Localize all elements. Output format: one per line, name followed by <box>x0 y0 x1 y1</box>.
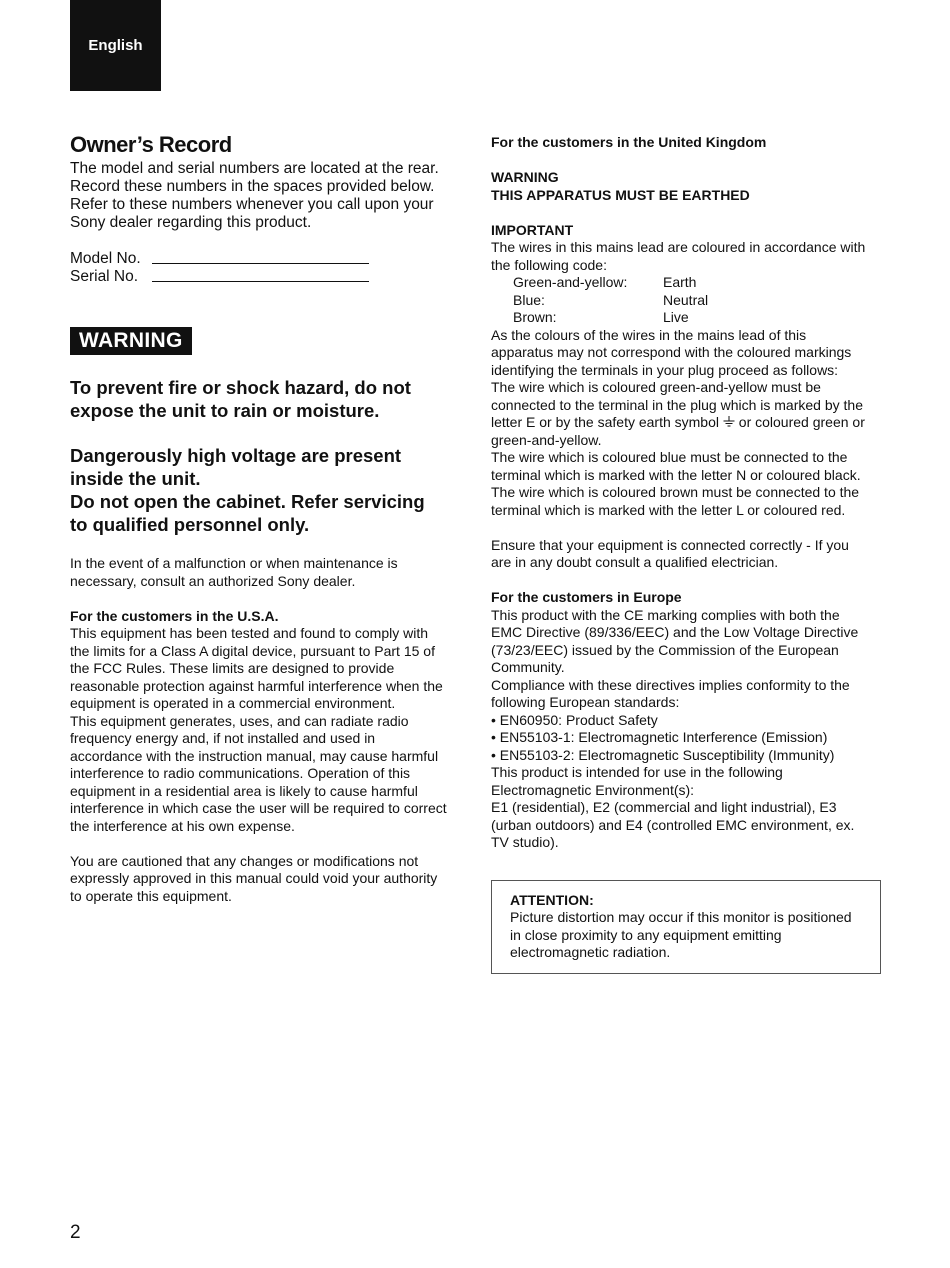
text-line: reasonable protection against harmful interference when the <box>70 677 443 694</box>
warning-line: expose the unit to rain or moisture. <box>70 400 380 421</box>
malfunction-notice <box>70 555 462 905</box>
high-voltage-warning <box>70 444 462 536</box>
page-number: 2 <box>70 1222 81 1243</box>
text-line: following European standards: <box>491 694 680 710</box>
serial-number-field[interactable] <box>70 268 462 286</box>
text-line: This equipment has been tested and found to comply with <box>70 625 428 641</box>
earth-ground-icon <box>723 416 735 428</box>
wire-meaning: Neutral <box>663 291 709 308</box>
text-line: (73/23/EEC) issued by the Commission of the European <box>491 641 839 658</box>
text-line: connected to the terminal in the plug which is marked by the <box>491 396 863 413</box>
text-line: the FCC Rules. These limits are designed to provide <box>70 660 395 676</box>
text-line: EMC Directive (89/336/EEC) and the Low Voltage Directive <box>491 624 859 640</box>
text-line: terminal which is marked with the letter L or coloured red. <box>491 501 846 518</box>
warning-line: Dangerously high voltage are present <box>70 445 402 466</box>
wire-color-table <box>513 274 883 327</box>
model-number-label: Model No. <box>70 250 141 267</box>
text-line: are in any doubt consult a qualified electrician. <box>491 554 779 570</box>
text-line: the limits for a Class A digital device, pursuant to Part 15 of <box>70 642 435 659</box>
text-line: frequency energy and, if not installed and used in <box>70 730 376 746</box>
warning-line: To prevent fire or shock hazard, do not <box>70 377 411 398</box>
important-title: IMPORTANT <box>491 221 574 238</box>
text-line: • EN55103-2: Electromagnetic Susceptibility (Immunity) <box>491 746 835 763</box>
text-line: This equipment generates, uses, and can radiate radio <box>70 712 409 729</box>
text-line: As the colours of the wires in the mains lead of this <box>491 326 807 343</box>
text-line: • EN55103-1: Electromagnetic Interference (Emission) <box>491 729 828 745</box>
text-line: (urban outdoors) and E4 (controlled EMC environment, ex. <box>491 816 855 833</box>
text-line: green-and-yellow. <box>491 431 602 448</box>
text-line: equipment is operated in a commercial environment. <box>70 695 396 711</box>
fire-shock-warning <box>70 376 462 422</box>
text-line: The wire which is coloured green-and-yellow must be <box>491 379 821 395</box>
text-line: interference in which case the user will be required to correct <box>70 800 447 816</box>
attention-body <box>510 909 861 962</box>
wire-meaning: Live <box>663 309 689 325</box>
wire-row <box>513 274 883 292</box>
uk-warning-title: WARNING <box>491 169 559 185</box>
warning-line: inside the unit. <box>70 468 201 489</box>
left-column <box>70 132 462 905</box>
serial-number-label: Serial No. <box>70 268 139 285</box>
text-line: interference to radio communications. Operation of this <box>70 765 411 781</box>
owners-record-title: Owner’s Record <box>70 132 232 157</box>
language-label: English <box>88 37 143 54</box>
text-line: necessary, consult an authorized Sony dealer. <box>70 572 356 589</box>
europe-section-title: For the customers in Europe <box>491 589 682 605</box>
owners-record-intro <box>70 160 462 232</box>
text-line: in close proximity to any equipment emitting <box>510 926 782 943</box>
text-line: the following code: <box>491 256 607 273</box>
text-line: The wire which is coloured blue must be connected to the <box>491 449 848 465</box>
text-fragment: or coloured green or <box>734 414 865 430</box>
text-line: TV studio). <box>491 834 559 850</box>
wire-meaning: Earth <box>663 274 697 290</box>
text-line: the interference at his own expense. <box>70 817 295 834</box>
text-line: The wires in this mains lead are coloured in accordance with <box>491 239 866 255</box>
right-column <box>491 134 883 852</box>
text-line: In the event of a malfunction or when maintenance is <box>70 555 398 571</box>
text-line: Picture distortion may occur if this monitor is positioned <box>510 909 852 925</box>
text-line: Electromagnetic Environment(s): <box>491 781 695 798</box>
text-line: Ensure that your equipment is connected correctly - If you <box>491 536 849 553</box>
attention-title: ATTENTION: <box>510 892 594 908</box>
intro-line: The model and serial numbers are located at the rear. <box>70 160 439 177</box>
warning-line: to qualified personnel only. <box>70 514 310 535</box>
text-line: Compliance with these directives implies conformity to the <box>491 676 850 693</box>
model-number-field[interactable] <box>70 250 462 268</box>
text-line: accordance with the instruction manual, may cause harmful <box>70 747 439 764</box>
intro-line: Record these numbers in the spaces provided below. <box>70 178 435 195</box>
text-line: equipment in a residential area is likely to cause harmful <box>70 782 418 799</box>
uk-warning-text: THIS APPARATUS MUST BE EARTHED <box>491 186 750 203</box>
text-line: This product is intended for use in the following <box>491 764 783 780</box>
attention-box <box>491 880 881 974</box>
text-line: to operate this equipment. <box>70 887 232 904</box>
text-line: You are cautioned that any changes or modifications not <box>70 852 419 869</box>
text-line: electromagnetic radiation. <box>510 944 671 960</box>
text-line: This product with the CE marking complies with both the <box>491 606 840 623</box>
language-tab <box>70 0 161 91</box>
text-line: E1 (residential), E2 (commercial and light industrial), E3 <box>491 799 837 815</box>
wire-color: Green-and-yellow: <box>513 274 628 290</box>
intro-line: Sony dealer regarding this product. <box>70 214 312 231</box>
wire-row <box>513 309 883 327</box>
wire-row <box>513 292 883 310</box>
model-number-blank[interactable] <box>152 251 369 264</box>
warning-badge: WARNING <box>70 327 192 355</box>
text-line: Community. <box>491 659 565 675</box>
text-line: terminal which is marked with the letter N or coloured black. <box>491 466 861 483</box>
usa-section-title: For the customers in the U.S.A. <box>70 607 279 624</box>
text-line: The wire which is coloured brown must be connected to the <box>491 484 860 500</box>
text-line: • EN60950: Product Safety <box>491 711 658 728</box>
wire-color: Brown: <box>513 309 557 325</box>
text-fragment: letter E or by the safety earth symbol <box>491 414 719 430</box>
text-line: apparatus may not correspond with the coloured markings <box>491 344 852 360</box>
warning-line: Do not open the cabinet. Refer servicing <box>70 491 425 512</box>
record-fields <box>70 250 462 286</box>
earth-symbol-line <box>491 414 883 432</box>
serial-number-blank[interactable] <box>152 269 369 282</box>
uk-section-title: For the customers in the United Kingdom <box>491 134 767 150</box>
text-line: expressly approved in this manual could void your authority <box>70 870 438 886</box>
wire-color: Blue: <box>513 291 545 308</box>
text-line: identifying the terminals in your plug proceed as follows: <box>491 361 839 378</box>
intro-line: Refer to these numbers whenever you call upon your <box>70 196 434 213</box>
